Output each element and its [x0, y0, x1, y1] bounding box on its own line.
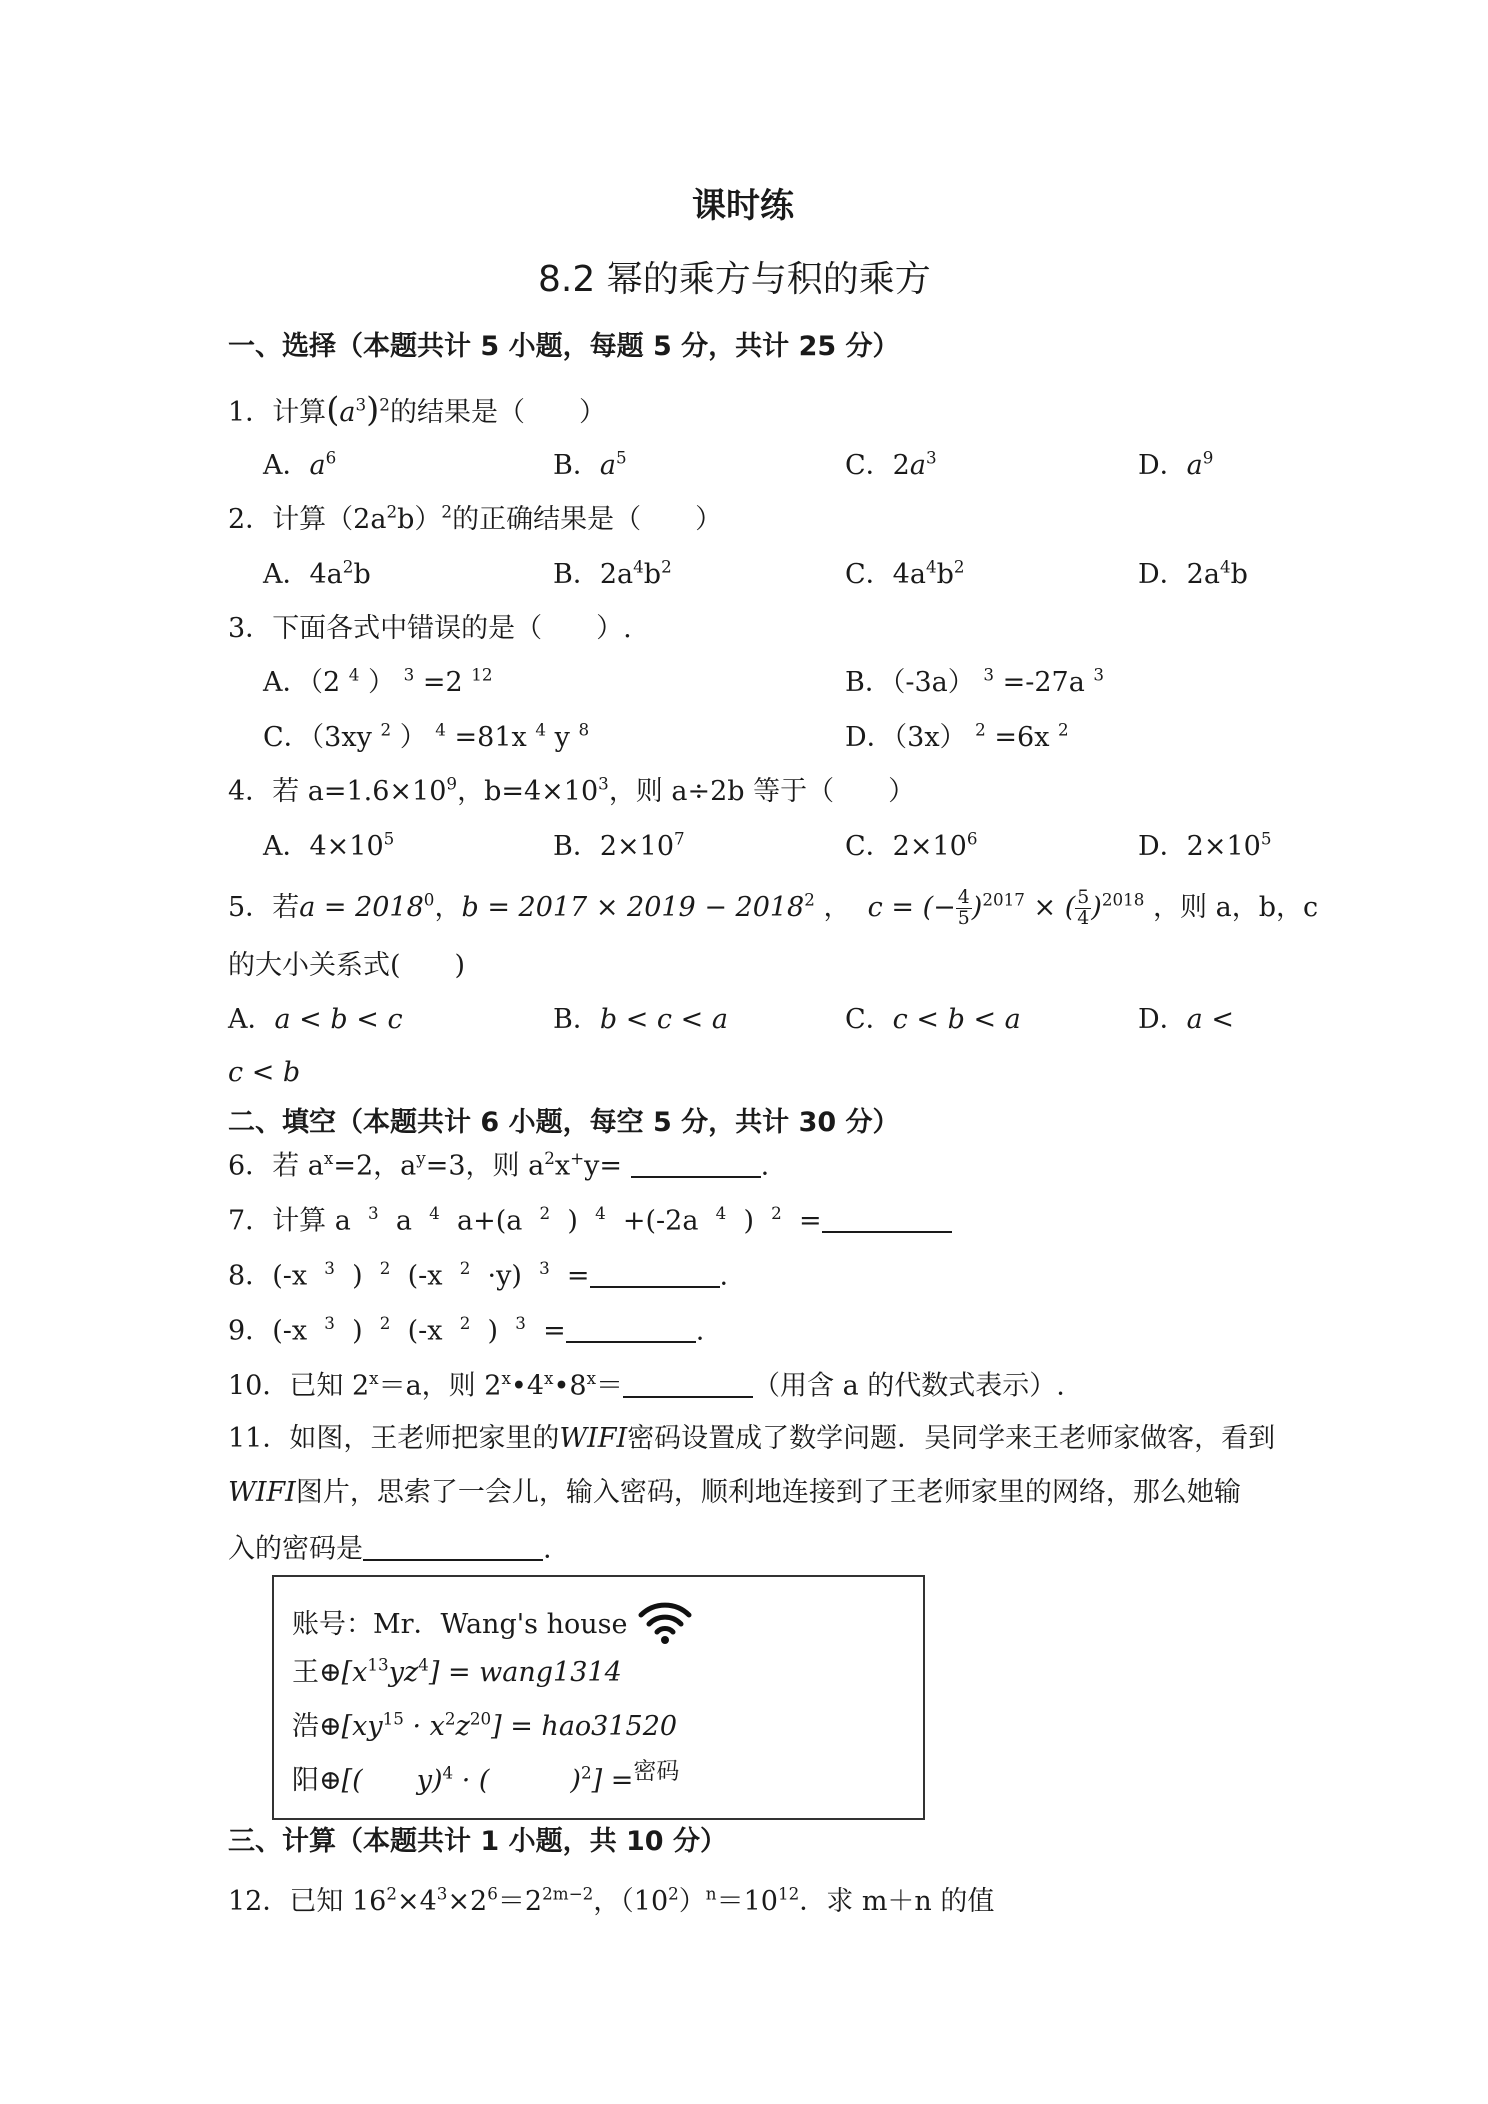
q2-option-d: D．$2a^4b$ — [1138, 556, 1248, 590]
wifi-account: 账号：Mr．Wang's house — [292, 1597, 692, 1645]
q5-option-b: B．b < c < a — [553, 1004, 728, 1035]
wifi-row-yang: 阳⊕[( y)$^4$ · ( )$^2$] =$^{密码}$ — [292, 1758, 680, 1796]
wifi-icon — [638, 1597, 692, 1645]
q3-option-b: B．（-3a） $^3$ =-27a $^3$ — [845, 664, 1105, 698]
section-heading-calc: 三、计算（本题共计 1 小题，共 10 分） — [228, 1826, 727, 1857]
answer-blank — [363, 1531, 543, 1561]
page-subtitle: 8.2 幂的乘方与积的乘方 — [538, 259, 931, 300]
question-1: 1．计算$(a^3)^2$的结果是（ ） — [228, 390, 606, 429]
question-6: 6．若 $a^x=2$，$a^y=3$，则 $a^2x^+y=$ . — [228, 1147, 770, 1182]
question-5: 5．若$a = 2018^0$，$b = 2017 \times 2019 - 2018^2$ ， c = (− $\frac{4}{5}$ )$^{2017}$ × ( $\frac{5}{4}$ )$^{2018}$ ，则 a，b，c — [228, 886, 1319, 929]
wifi-row-hao: 浩$\oplus[xy^{15} \cdot x^2z^{20}] = hao31520$ — [292, 1708, 678, 1742]
q5-option-c: C．c < b < a — [845, 1004, 1021, 1035]
answer-blank — [566, 1313, 696, 1343]
q4-option-c: C．$2\times 10^6$ — [845, 828, 978, 862]
q2-option-b: B．$2a^4b^2$ — [553, 556, 672, 590]
answer-blank — [590, 1258, 720, 1288]
wifi-password-figure — [272, 1575, 925, 1820]
q2-option-c: C．$4a^4b^2$ — [845, 556, 965, 590]
question-3: 3．下面各式中错误的是（ ）. — [228, 613, 632, 644]
q4-option-b: B．$2\times 10^7$ — [553, 828, 685, 862]
page-title: 课时练 — [692, 186, 794, 226]
question-7: 7．计算 a $^3$ a $^4$ a+(a $^2$ ) $^4$ +(-2a $^4$ ) $^2$ = — [228, 1203, 952, 1238]
q3-option-a: A．（2 $^4$ ） $^3$ =2 $^{12}$ — [263, 664, 493, 698]
question-10: 10．已知 $2^x=a$，则 $2^x•4^x•8^x=$ （用含 a 的代数式表示）. — [228, 1367, 1065, 1402]
question-11-line2: WIFI图片，思索了一会儿，输入密码，顺利地连接到了王老师家里的网络，那么她输 — [228, 1477, 1241, 1508]
q5-option-d: D．a < — [1138, 1004, 1234, 1035]
q4-option-d: D．$2\times 10^5$ — [1138, 828, 1272, 862]
answer-blank — [822, 1203, 952, 1233]
q5-line2: 的大小关系式( ) — [228, 950, 466, 981]
q3-option-d: D．（3x） $^2$ =6x $^2$ — [845, 719, 1069, 753]
question-8: 8．(-x $^3$ ) $^2$ (-x $^2$ ·y) $^3$ = . — [228, 1257, 729, 1292]
question-11-line1: 11．如图，王老师把家里的WIFI密码设置成了数学问题．吴同学来王老师家做客，看到 — [228, 1423, 1276, 1454]
q4-option-a: A．$4\times 10^5$ — [263, 828, 395, 862]
answer-blank — [623, 1368, 753, 1398]
q1-option-a: A．$a^6$ — [263, 447, 337, 481]
q3-option-c: C．（3xy $^2$ ） $^4$ =81x $^4$ y $^8$ — [263, 719, 590, 753]
question-4: 4．若 $a=1.6\times 10^9$，$b=4\times 10^3$，则 a÷2b 等于（ ） — [228, 773, 916, 807]
wifi-row-wang: 王$\oplus[x^{13}yz^4]$ = wang1314 — [292, 1654, 622, 1688]
q5-option-d-cont: c < b — [228, 1057, 301, 1088]
question-11-line3: 入的密码是 . — [228, 1531, 552, 1566]
section-heading-fill: 二、填空（本题共计 6 小题，每空 5 分，共计 30 分） — [228, 1107, 900, 1138]
q2-option-a: A．$4a^2b$ — [263, 556, 371, 590]
answer-blank — [631, 1148, 761, 1178]
q5-option-a: A．a < b < c — [228, 1004, 403, 1035]
q1-option-c: C．$2a^3$ — [845, 447, 937, 481]
section-heading-choice: 一、选择（本题共计 5 小题，每题 5 分，共计 25 分） — [228, 331, 900, 362]
question-9: 9．(-x $^3$ ) $^2$ (-x $^2$ ) $^3$ = . — [228, 1312, 705, 1347]
q1-option-b: B．$a^5$ — [553, 447, 627, 481]
question-12: 12．已知 $16^2\times 4^3\times 2^6=2^{2m-2}$，$(10^2)^n=10^{12}$．求 m＋n 的值 — [228, 1883, 995, 1917]
q1-option-d: D．$a^9$ — [1138, 447, 1214, 481]
question-2: 2．计算$(2a^2b)^2$的正确结果是（ ） — [228, 501, 723, 535]
